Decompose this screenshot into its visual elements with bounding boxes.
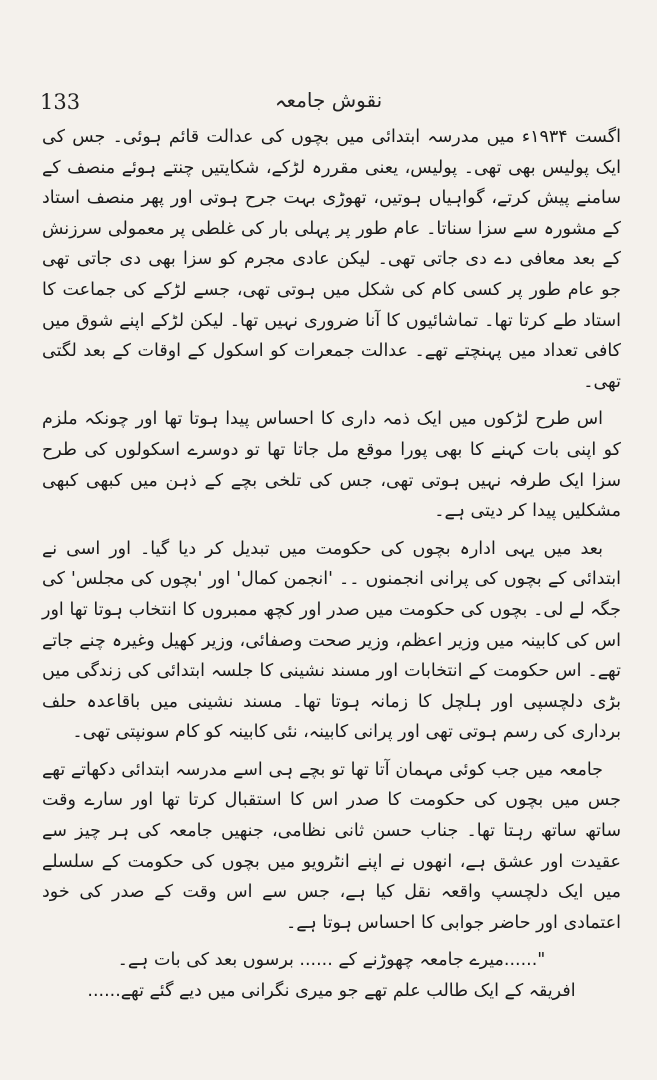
- page-number: 133: [40, 90, 81, 114]
- paragraph-2: اس طرح لڑکوں میں ایک ذمہ داری کا احساس پیدا ہوتا تھا اور چونکہ ملزم کو اپنی بات کہنے کا بھی پورا موقع مل جاتا تھا تو دوسرے اسکولوں کی طرح سزا ایک طرفہ نہیں ہوتی تھی، جس کی تلخی بچے کے ذہن میں کبھی کبھی مشکلیں پیدا کر دیتی ہے۔: [42, 409, 621, 522]
- quote-line-2: افریقہ کے ایک طالب علم تھے جو میری نگرانی میں دیے گئے تھے......: [87, 981, 576, 1002]
- page-body: [42, 122, 621, 1007]
- paragraph-1: اگست ۱۹۳۴ء میں مدرسہ ابتدائی میں بچوں کی عدالت قائم ہوئی۔ جس کی ایک پولیس بھی تھی۔ پولیس، یعنی مقررہ لڑکے، شکایتیں چنتے ہوئے منصف کے سامنے پیش کرتے، گواہیاں ہوتیں، تھوڑی بہت جرح ہوتی اور پھر منصف استاد کے مشورہ سے سزا سناتا۔ عام طور پر پہلی بار کی غلطی پر معمولی سرزنش کے بعد معافی دے دی جاتی تھی۔ لیکن عادی مجرم کو سزا بھی دی جاتی تھی جو عام طور پر کسی کام کی شکل میں ہوتی تھی، جسے لڑکے کی جماعت کا استاد طے کرتا تھا۔ تماشائیوں کا آنا ضروری نہیں تھا۔ لیکن لڑکے اپنے شوق میں کافی تعداد میں پہنچتے تھے۔ عدالت جمعرات کو اسکول کے اوقات کے بعد لگتی تھی۔: [42, 127, 621, 392]
- running-title: نقوش جامعہ: [274, 88, 383, 112]
- paragraph-4: جامعہ میں جب کوئی مہمان آتا تھا تو بچے ہی اسے مدرسہ ابتدائی دکھاتے تھے جس میں بچوں کی حکومت کا صدر اس کا استقبال کرتا تھا اور سارے وقت ساتھ ساتھ رہتا تھا۔ جناب حسن ثانی نظامی، جنھیں جامعہ کی ہر چیز سے عقیدت اور عشق ہے، انھوں نے اپنے انٹرویو میں بچوں کی حکومت کے سلسلے میں ایک دلچسپ واقعہ نقل کیا ہے، جس سے اس وقت کے صدر کی خود اعتمادی اور حاضر جوابی کا احساس ہوتا ہے۔: [42, 759, 621, 933]
- paragraph-3: بعد میں یہی ادارہ بچوں کی حکومت میں تبدیل کر دیا گیا۔ اور اسی نے ابتدائی کے بچوں کی پرانی انجمنوں ۔۔ 'انجمن کمال' اور 'بچوں کی مجلس' کی جگہ لے لی۔ بچوں کی حکومت میں صدر اور کچھ ممبروں کا انتخاب ہوتا تھا اور اس کی کابینہ میں وزیر اعظم، وزیر صحت وصفائی، وزیر کھیل وغیرہ چنے جاتے تھے۔ اس حکومت کے انتخابات اور مسند نشینی کا جلسہ ابتدائی کی زندگی میں بڑی دلچسپی اور ہلچل کا زمانہ ہوتا تھا۔ مسند نشینی میں باقاعدہ حلف برداری کی رسم ہوتی تھی اور پرانی کابینہ، نئی کابینہ کو کام سونپتی تھی۔: [42, 538, 621, 743]
- quote-line-1: "......میرے جامعہ چھوڑنے کے ...... برسوں بعد کی بات ہے۔: [117, 950, 546, 971]
- block-quote: [42, 945, 621, 1007]
